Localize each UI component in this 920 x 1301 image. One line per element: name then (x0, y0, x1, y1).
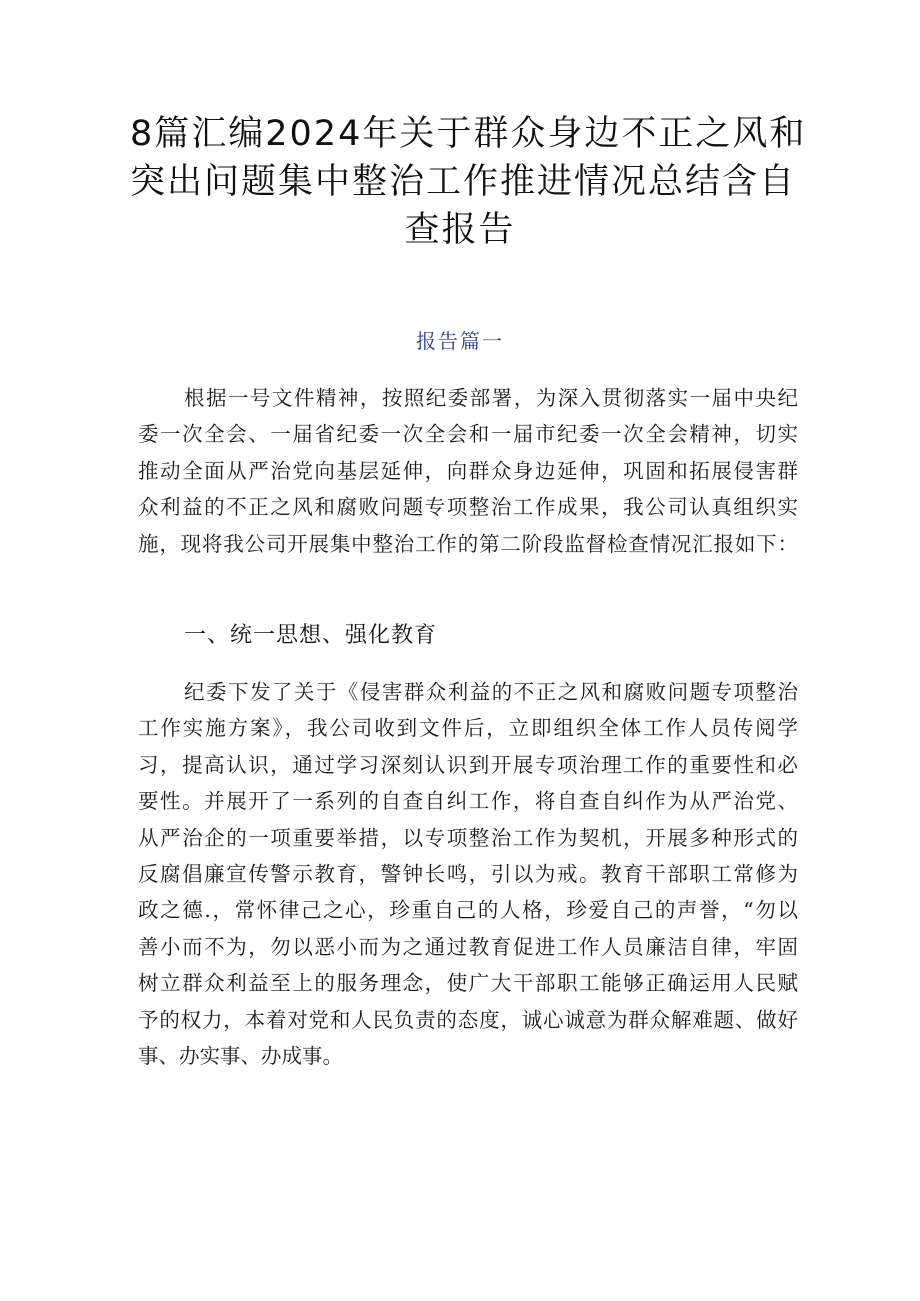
paragraph-line: 事、办实事、办成事。 (138, 1044, 343, 1069)
paragraph-intro (138, 380, 798, 562)
paragraph-line: 善小而不为，勿以恶小而为之通过教育促进工作人员廉洁自律，牢固 (138, 934, 798, 959)
paragraph-line: 根据一号文件精神，按照纪委部署，为深入贯彻落实一届中央纪 (184, 386, 798, 410)
title-line: 8篇汇编2024年关于群众身边不正之风和 (130, 114, 807, 154)
paragraph-line: 反腐倡廉宣传警示教育，警钟长鸣，引以为戒。教育干部职工常修为 (138, 862, 798, 887)
paragraph-line: 施，现将我公司开展集中整治工作的第二阶段监督检查情况汇报如下： (138, 531, 798, 556)
paragraph-line: 推动全面从严治党向基层延伸，向群众身边延伸，巩固和拓展侵害群 (138, 458, 798, 483)
title-line: 突出问题集中整治工作推进情况总结含自 (130, 162, 797, 202)
document-title (130, 110, 807, 254)
section-heading: 一、统一思想、强化教育 (184, 623, 438, 648)
paragraph-education (138, 674, 798, 1074)
paragraph-line: 习，提高认识，通过学习深刻认识到开展专项治理工作的重要性和必 (138, 752, 798, 777)
paragraph-line: 政之德.，常怀律己之心，珍重自己的人格，珍爱自己的声誉，“勿以 (138, 898, 798, 923)
paragraph-line: 从严治企的一项重要举措，以专项整治工作为契机，开展多种形式的 (138, 825, 798, 850)
paragraph-line: 众利益的不正之风和腐败问题专项整治工作成果，我公司认真组织实 (138, 495, 798, 520)
section-tag: 报告篇一 (416, 329, 504, 353)
paragraph-line: 予的权力，本着对党和人民负责的态度，诚心诚意为群众解难题、做好 (138, 1007, 798, 1032)
paragraph-line: 委一次全会、一届省纪委一次全会和一届市纪委一次全会精神，切实 (138, 422, 798, 447)
paragraph-line: 要性。并展开了一系列的自查自纠工作，将自查自纠作为从严治党、 (138, 789, 798, 814)
paragraph-line: 纪委下发了关于《侵害群众利益的不正之风和腐败问题专项整治 (184, 680, 798, 704)
paragraph-line: 树立群众利益至上的服务理念，使广大干部职工能够正确运用人民赋 (138, 971, 798, 996)
paragraph-line: 工作实施方案》，我公司收到文件后，立即组织全体工作人员传阅学 (138, 716, 798, 741)
title-line: 查报告 (404, 210, 516, 250)
